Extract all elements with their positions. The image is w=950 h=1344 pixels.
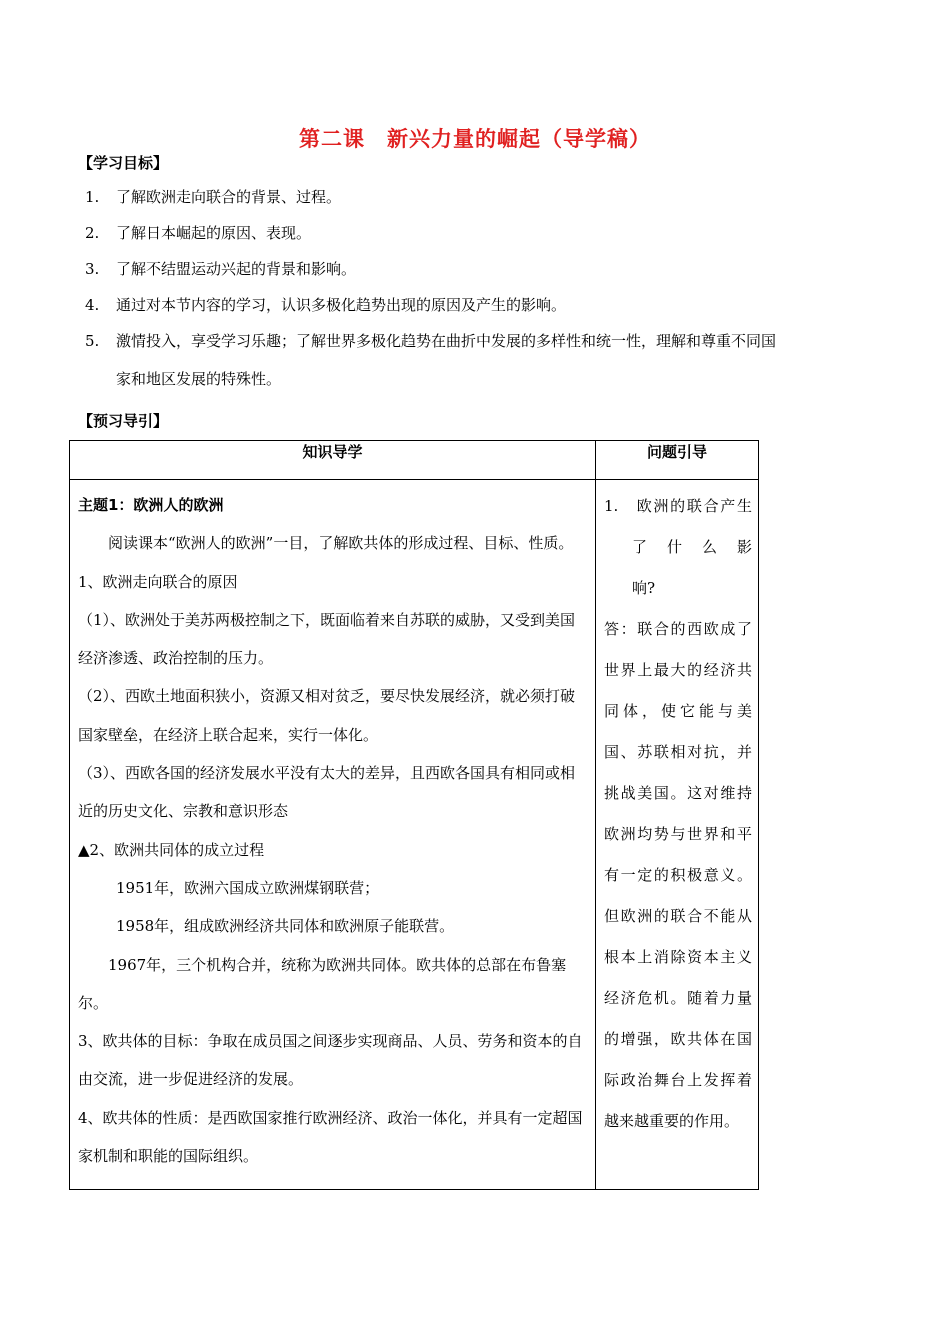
process-heading: ▲2、欧洲共同体的成立过程 xyxy=(78,840,265,859)
reason-item: （3）、西欧各国的经济发展水平没有太大的差异，且西欧各国具有相同或相近的历史文化、宗教和意识形态 xyxy=(78,764,576,821)
objective-text: 激情投入，享受学习乐趣；了解世界多极化趋势在曲折中发展的多样性和统一性，理解和尊重不同国 xyxy=(116,332,777,350)
objective-text: 了解不结盟运动兴起的背景和影响。 xyxy=(116,260,357,278)
event-item: 1967年，三个机构合并，统称为欧洲共同体。欧共体的总部在布鲁塞尔。 xyxy=(78,955,567,1012)
objective-text-continued: 家和地区发展的特殊性。 xyxy=(116,370,282,388)
nature-paragraph: 4、欧共体的性质：是西欧国家推行欧洲经济、政治一体化，并具有一定超国家机制和职能的国际组织。 xyxy=(78,1108,583,1166)
objective-item xyxy=(85,223,875,243)
question-text-end: 响? xyxy=(632,579,656,597)
objective-number: 2. xyxy=(85,224,100,242)
objective-item xyxy=(85,259,875,279)
objective-item xyxy=(85,187,875,207)
goal-paragraph: 3、欧共体的目标：争取在成员国之间逐步实现商品、人员、劳务和资本的自由交流，进一步促进经济的发展。 xyxy=(78,1032,583,1089)
column-header-questions: 问题引导 xyxy=(596,441,759,480)
objective-text: 了解日本崛起的原因、表现。 xyxy=(116,224,312,242)
objective-number: 3. xyxy=(85,260,100,278)
answer-text: 答：联合的西欧成了世界上最大的经济共同体，使它能与美国、苏联相对抗，并挑战美国。这对维持欧洲均势与世界和平有一定的积极意义。但欧洲的联合不能从根本上消除资本主义经济危机。随着力量的增强，欧共体在国际政治舞台上发挥着越来越重要的作用。 xyxy=(604,620,752,1130)
knowledge-cell xyxy=(70,480,596,1190)
reason-item: （2）、西欧土地面积狭小，资源又相对贫乏，要尽快发展经济，就必须打破国家壁垒，在经济上联合起来，实行一体化。 xyxy=(78,687,576,744)
question-cell xyxy=(596,480,759,1190)
objective-text: 通过对本节内容的学习，认识多极化趋势出现的原因及产生的影响。 xyxy=(116,296,567,314)
question-text: 1. 欧洲的联合产生了什么影 xyxy=(604,497,752,556)
intro-paragraph: 阅读课本“欧洲人的欧洲”一目，了解欧共体的形成过程、目标、性质。 xyxy=(108,534,574,553)
objective-number: 1. xyxy=(85,188,100,206)
column-header-knowledge: 知识导学 xyxy=(70,441,596,480)
reason-heading: 1、欧洲走向联合的原因 xyxy=(78,572,238,591)
objective-number: 5. xyxy=(85,332,100,350)
objective-number: 4. xyxy=(85,296,100,314)
objective-text: 了解欧洲走向联合的背景、过程。 xyxy=(116,188,342,206)
preview-table xyxy=(69,440,759,1190)
topic-heading: 主题1：欧洲人的欧洲 xyxy=(78,496,224,514)
objective-item xyxy=(85,331,875,388)
event-item: 1951年，欧洲六国成立欧洲煤钢联营； xyxy=(116,878,380,897)
preview-heading: 【预习导引】 xyxy=(78,412,169,430)
event-item: 1958年，组成欧洲经济共同体和欧洲原子能联营。 xyxy=(116,917,455,936)
reason-item: （1）、欧洲处于美苏两极控制之下，既面临着来自苏联的威胁，又受到美国经济渗透、政治控制的压力。 xyxy=(78,610,576,668)
objective-item xyxy=(85,295,875,315)
objectives-heading: 【学习目标】 xyxy=(78,154,169,172)
page-title: 第二课 新兴力量的崛起（导学稿） xyxy=(299,127,651,151)
